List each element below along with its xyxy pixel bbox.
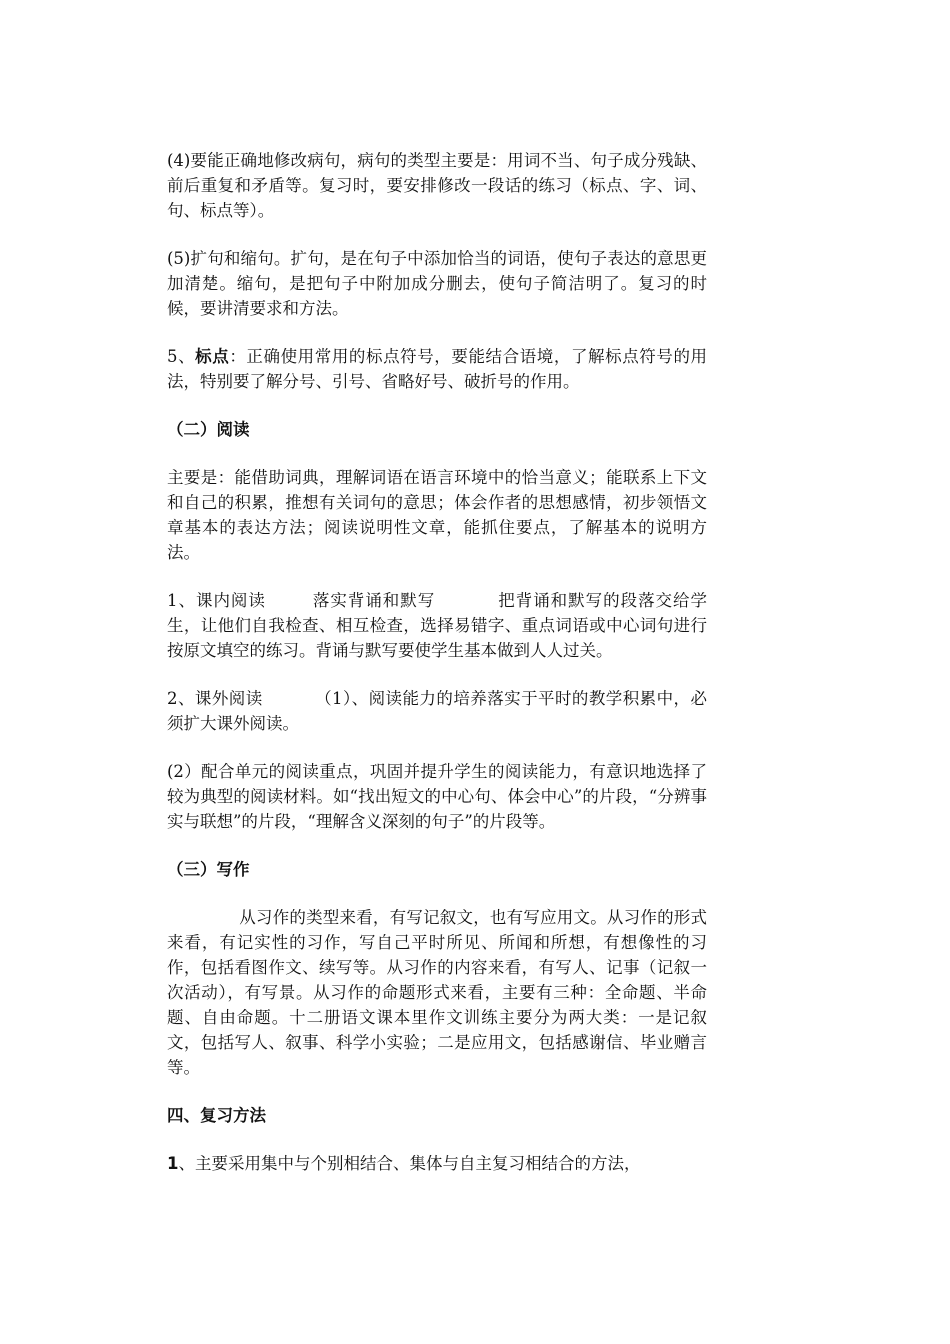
in-class-label: 1、课内阅读 — [167, 591, 266, 610]
paragraph-sentence-correction: (4)要能正确地修改病句，病句的类型主要是：用词不当、句子成分残缺、前后重复和矛盾等。复习时，要安排修改一段话的练习（标点、字、词、句、标点等）。 — [167, 151, 707, 220]
heading-writing: （三）写作 — [167, 860, 250, 879]
paragraph-writing — [167, 905, 707, 1080]
paragraph-punctuation — [167, 344, 707, 394]
document-page — [167, 148, 707, 1199]
paragraph-extra-reading — [167, 686, 707, 736]
punctuation-number: 5、 — [167, 347, 196, 366]
punctuation-text: ：正确使用常用的标点符号，要能结合语境，了解标点符号的用法，特别要了解分号、引号、省略好号、破折号的作用。 — [167, 347, 708, 391]
in-class-topic: 落实背诵和默写 — [311, 591, 436, 610]
writing-text: 从习作的类型来看，有写记叙文，也有写应用文。从习作的形式来看，有记实性的习作，写自己平时所见、所闻和所想，有想像性的习作，包括看图作文、续写等。从习作的内容来看，有写人、记事（记叙一次活动），有写景。从习作的命题形式来看，主要有三种：全命题、半命题、自由命题。十二册语文课本里作文训练主要分为两大类：一是记叙文，包括写人、叙事、科学小实验；二是应用文，包括感谢信、毕业赠言等。 — [167, 908, 707, 1077]
methods-text: 、主要采用集中与个别相结合、集体与自主复习相结合的方法， — [178, 1154, 641, 1173]
extra-reading-text: （1）、阅读能力的培养落实于平时的教学积累中，必须扩大课外阅读。 — [167, 689, 708, 733]
paragraph-expand-shorten: (5)扩句和缩句。扩句，是在句子中添加恰当的词语，使句子表达的意思更加清楚。缩句，是把句子中附加成分删去，使句子简洁明了。复习的时候，要讲清要求和方法。 — [167, 249, 707, 318]
extra-reading-label: 2、课外阅读 — [167, 689, 263, 708]
heading-review-methods: 四、复习方法 — [167, 1106, 266, 1125]
paragraph-extra-reading-2: (2）配合单元的阅读重点，巩固并提升学生的阅读能力，有意识地选择了较为典型的阅读材料。如“找出短文的中心句、体会中心”的片段，“分辨事实与联想”的片段，“理解含义深刻的句子”的片段等。 — [167, 762, 707, 831]
methods-number: 1 — [167, 1154, 179, 1173]
punctuation-label: 标点 — [195, 347, 230, 366]
paragraph-review-methods — [167, 1151, 707, 1176]
heading-reading: （二）阅读 — [167, 420, 250, 439]
in-class-text: 把背诵和默写的段落交给学生，让他们自我检查、相互检查，选择易错字、重点词语或中心词句进行按原文填空的练习。背诵与默写要使学生基本做到人人过关。 — [167, 591, 708, 660]
paragraph-reading-main: 主要是：能借助词典，理解词语在语言环境中的恰当意义；能联系上下文和自己的积累，推想有关词句的意思；体会作者的思想感情，初步领悟文章基本的表达方法；阅读说明性文章，能抓住要点，了解基本的说明方法。 — [167, 468, 707, 562]
paragraph-in-class-reading — [167, 588, 707, 663]
